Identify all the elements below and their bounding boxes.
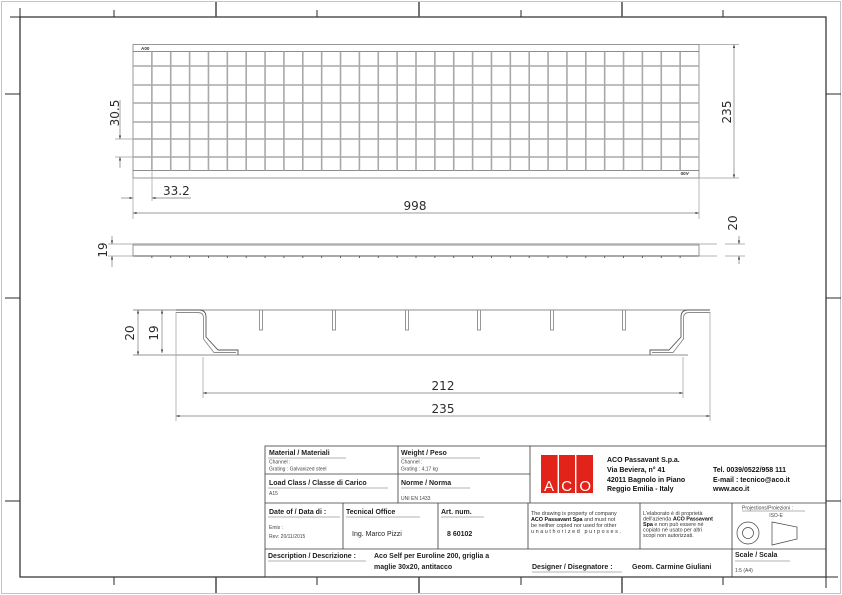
projection-frustum-icon [772, 522, 797, 545]
company-address-line2: 42011 Bagnolo in Piano [607, 477, 686, 484]
date-label: Date of / Data di : [269, 509, 327, 516]
load-class-label: Load Class / Classe di Carico [269, 480, 367, 487]
inner-frame [20, 17, 826, 577]
office-cell [346, 509, 420, 538]
frame-zone-ticks [5, 2, 841, 593]
dim-outer-height: 20 [123, 325, 137, 341]
section-view [123, 310, 710, 421]
top-view [108, 45, 739, 220]
company-website[interactable]: www.aco.it [713, 486, 750, 493]
company-cell [541, 455, 791, 495]
projections-label: Projections/Proiezioni : [742, 505, 793, 512]
mark-a00-mirrored: A00 [680, 171, 689, 176]
description-line1: Aco Self per Euroline 200, griglia a [374, 553, 490, 560]
norm-label: Norme / Norma [401, 480, 452, 487]
scale-label: Scale / Scala [735, 552, 778, 559]
left-frame-profile [176, 310, 238, 355]
office-label: Tecnical Office [346, 509, 396, 516]
disclaimer-en [531, 511, 623, 535]
load-class-value: A15 [269, 491, 278, 497]
disclaimer-en-line2: and must not [582, 517, 616, 523]
dim-inner-height: 19 [147, 325, 161, 341]
dim-width: 235 [720, 100, 734, 124]
description-line2: maglie 30x20, antitacco [374, 564, 453, 571]
projection-circle-inner-icon [743, 528, 754, 539]
company-address-line3: Reggio Emilia - Italy [607, 486, 674, 493]
projection-standard: ISO-E [769, 513, 783, 519]
office-value: Ing. Marco Pizzi [352, 531, 402, 538]
date-cell [268, 509, 340, 540]
company-name: ACO Passavant S.p.a. [607, 457, 680, 464]
disclaimer-en-line3: be neither copied nor used for other [531, 523, 617, 529]
dim-length: 998 [403, 199, 427, 213]
dim-inner-width: 212 [431, 379, 455, 393]
date-rev: Rev: 20/11/2015 [269, 534, 306, 540]
dim-mesh-pitch-x: 33.2 [163, 184, 190, 198]
bearing-bars [260, 310, 626, 330]
dim-outer-width: 235 [431, 402, 455, 416]
sheet-frame [2, 2, 842, 594]
scale-value: 1:5 (A4) [735, 568, 753, 574]
outer-border [2, 2, 841, 594]
side-view [96, 215, 745, 267]
weight-cell [401, 450, 480, 473]
disclaimer-en-company: ACO Passavant Spa [531, 517, 583, 523]
material-label: Material / Materiali [269, 450, 330, 457]
material-cell [268, 450, 346, 473]
bearing-bar-section [406, 310, 409, 330]
description-cell [268, 553, 489, 571]
company-address-line1: Via Beviera, n° 41 [607, 467, 666, 474]
dim-grating-height: 19 [96, 242, 110, 258]
bearing-bar-section [333, 310, 336, 330]
norm-value: UNI EN 1433 [401, 496, 431, 502]
material-grating: Grating : Galvanized steel [269, 466, 327, 473]
disclaimer-it-line4: copiato né usato per altri [643, 527, 703, 534]
date-emis: Emis : [269, 525, 283, 531]
load-class-cell [268, 480, 388, 497]
scale-cell [735, 552, 790, 574]
disclaimer-it-line2: dell'azienda [643, 516, 673, 523]
bearing-bar-section [551, 310, 554, 330]
designer-cell [532, 564, 711, 572]
bearing-bar-section [478, 310, 481, 330]
designer-label: Designer / Disegnatore : [532, 564, 613, 571]
disclaimer-it-line3: e non può essere né [652, 522, 704, 528]
dim-mesh-pitch-y: 30.5 [108, 99, 122, 127]
disclaimer-it-line1: L'elaborato è di proprietà [643, 511, 703, 517]
disclaimer-it-line5: scopi non autorizzati. [643, 533, 694, 539]
company-email[interactable]: E-mail : tecnico@aco.it [713, 477, 790, 484]
bearing-bar-section [260, 310, 263, 330]
aco-logo [541, 455, 593, 495]
weight-label: Weight / Peso [401, 450, 447, 457]
disclaimer-it-company: ACO Passavant [672, 516, 713, 523]
bearing-bar-section [623, 310, 626, 330]
title-block [265, 446, 826, 577]
weight-grating: Grating : 4,17 kg [401, 466, 438, 473]
designer-value: Geom. Carmine Giuliani [632, 564, 712, 571]
weight-channel: Channel : [401, 459, 423, 466]
grating-mesh [133, 52, 699, 171]
projections-cell [737, 506, 805, 546]
article-cell [441, 509, 484, 538]
mark-a00: A00 [141, 46, 150, 51]
disclaimer-en-line4: unauthorized purposes. [531, 529, 623, 535]
projection-circle-icon [737, 522, 759, 544]
disclaimer-en-line1: The drawing is property of company [531, 511, 617, 517]
article-label: Art. num. [441, 509, 472, 516]
material-channel: Channel : [269, 459, 291, 466]
logo-text: ACO [544, 478, 591, 495]
company-tel: Tel. 0039/0522/958 111 [713, 467, 787, 474]
article-number: 8 60102 [447, 531, 473, 538]
description-label: Description / Descrizione : [268, 553, 356, 560]
dim-channel-height: 20 [726, 215, 740, 231]
right-frame-profile [650, 310, 710, 355]
disclaimer-it-spa: Spa [643, 522, 653, 528]
disclaimer-it [643, 511, 713, 539]
norm-cell [401, 480, 470, 502]
